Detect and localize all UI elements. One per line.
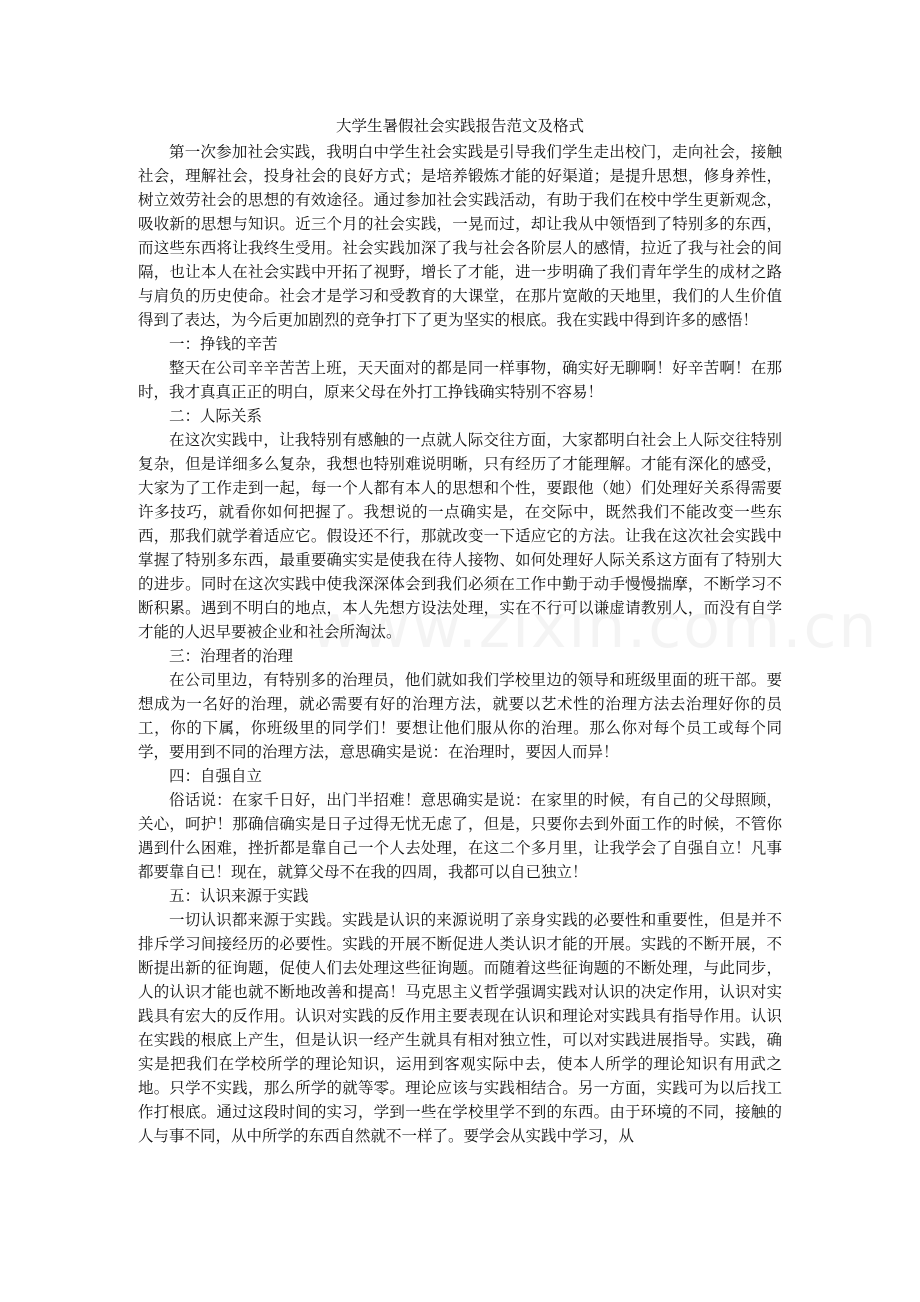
section-heading-3: 三：治理者的治理 [169, 647, 294, 665]
section-body-1: 整天在公司辛辛苦苦上班，天天面对的都是同一样事物，确实好无聊啊！好辛苦啊！在那时，我才真真正正的明白，原来父母在外打工挣钱确实特别不容易！ [138, 359, 782, 401]
section-heading-2: 二：人际关系 [169, 407, 263, 425]
section-body-4: 俗话说：在家千日好，出门半招难！意思确实是说：在家里的时候，有自己的父母照顾，关心，呵护！那确信确实是日子过得无忧无虑了，但是，只要你去到外面工作的时候，不管你遇到什么困难，挫折都是靠自己一个人去处理，在这二个多月里，让我学会了自强自立！凡事都要靠自已！现在，就算父母不在我的四周，我都可以自已独立！ [138, 791, 782, 881]
section-heading-1: 一：挣钱的辛苦 [169, 335, 278, 353]
document-page [138, 114, 782, 1148]
section-body-3: 在公司里边，有特别多的治理员，他们就如我们学校里边的领导和班级里面的班干部。要想成为一名好的治理，就必需要有好的治理方法，就要以艺术性的治理方法去治理好你的员工，你的下属，你班级里的同学们！要想让他们服从你的治理。那么你对每个员工或每个同学，要用到不同的治理方法，意思确实是说：在治理时，要因人而异！ [138, 671, 782, 761]
section-body-5: 一切认识都来源于实践。实践是认识的来源说明了亲身实践的必要性和重要性，但是并不排斥学习间接经历的必要性。实践的开展不断促进人类认识才能的开展。实践的不断开展，不断提出新的征询题，促使人们去处理这些征询题。而随着这些征询题的不断处理，与此同步，人的认识才能也就不断地改善和提高！马克思主义哲学强调实践对认识的决定作用，认识对实践具有宏大的反作用。认识对实践的反作用主要表现在认识和理论对实践具有指导作用。认识在实践的根底上产生，但是认识一经产生就具有相对独立性，可以对实践进展指导。实践，确实是把我们在学校所学的理论知识，运用到客观实际中去，使本人所学的理论知识有用武之地。只学不实践，那么所学的就等零。理论应该与实践相结合。另一方面，实践可为以后找工作打根底。通过这段时间的实习，学到一些在学校里学不到的东西。由于环境的不同，接触的人与事不同，从中所学的东西自然就不一样了。要学会从实践中学习，从 [138, 911, 782, 1145]
section-heading-4: 四：自强自立 [169, 767, 263, 785]
document-title: 大学生暑假社会实践报告范文及格式 [335, 117, 584, 135]
section-body-2: 在这次实践中，让我特别有感触的一点就人际交往方面，大家都明白社会上人际交往特别复杂，但是详细多么复杂，我想也特别难说明晰，只有经历了才能理解。才能有深化的感受，大家为了工作走到一起，每一个人都有本人的思想和个性，要跟他（她）们处理好关系得需要许多技巧，就看你如何把握了。我想说的一点确实是，在交际中，既然我们不能改变一些东西，那我们就学着适应它。假设还不行，那就改变一下适应它的方法。让我在这次社会实践中掌握了特别多东西，最重要确实实是使我在待人接物、如何处理好人际关系这方面有了特别大的进步。同时在这次实践中使我深深体会到我们必须在工作中勤于动手慢慢揣摩，不断学习不断积累。遇到不明白的地点，本人先想方设法处理，实在不行可以谦虚请教别人，而没有自学才能的人迟早要被企业和社会所淘汰。 [138, 431, 782, 641]
intro-paragraph: 第一次参加社会实践，我明白中学生社会实践是引导我们学生走出校门，走向社会，接触社会，理解社会，投身社会的良好方式；是培养锻炼才能的好渠道；是提升思想，修身养性，树立效劳社会的思想的有效途径。通过参加社会实践活动，有助于我们在校中学生更新观念，吸收新的思想与知识。近三个月的社会实践，一晃而过，却让我从中领悟到了特别多的东西，而这些东西将让我终生受用。社会实践加深了我与社会各阶层人的感情，拉近了我与社会的间隔，也让本人在社会实践中开拓了视野，增长了才能，进一步明确了我们青年学生的成材之路与肩负的历史使命。社会才是学习和受教育的大课堂，在那片宽敞的天地里，我们的人生价值得到了表达，为今后更加剧烈的竞争打下了更为坚实的根底。我在实践中得到许多的感悟！ [138, 143, 782, 329]
section-heading-5: 五：认识来源于实践 [169, 887, 309, 905]
